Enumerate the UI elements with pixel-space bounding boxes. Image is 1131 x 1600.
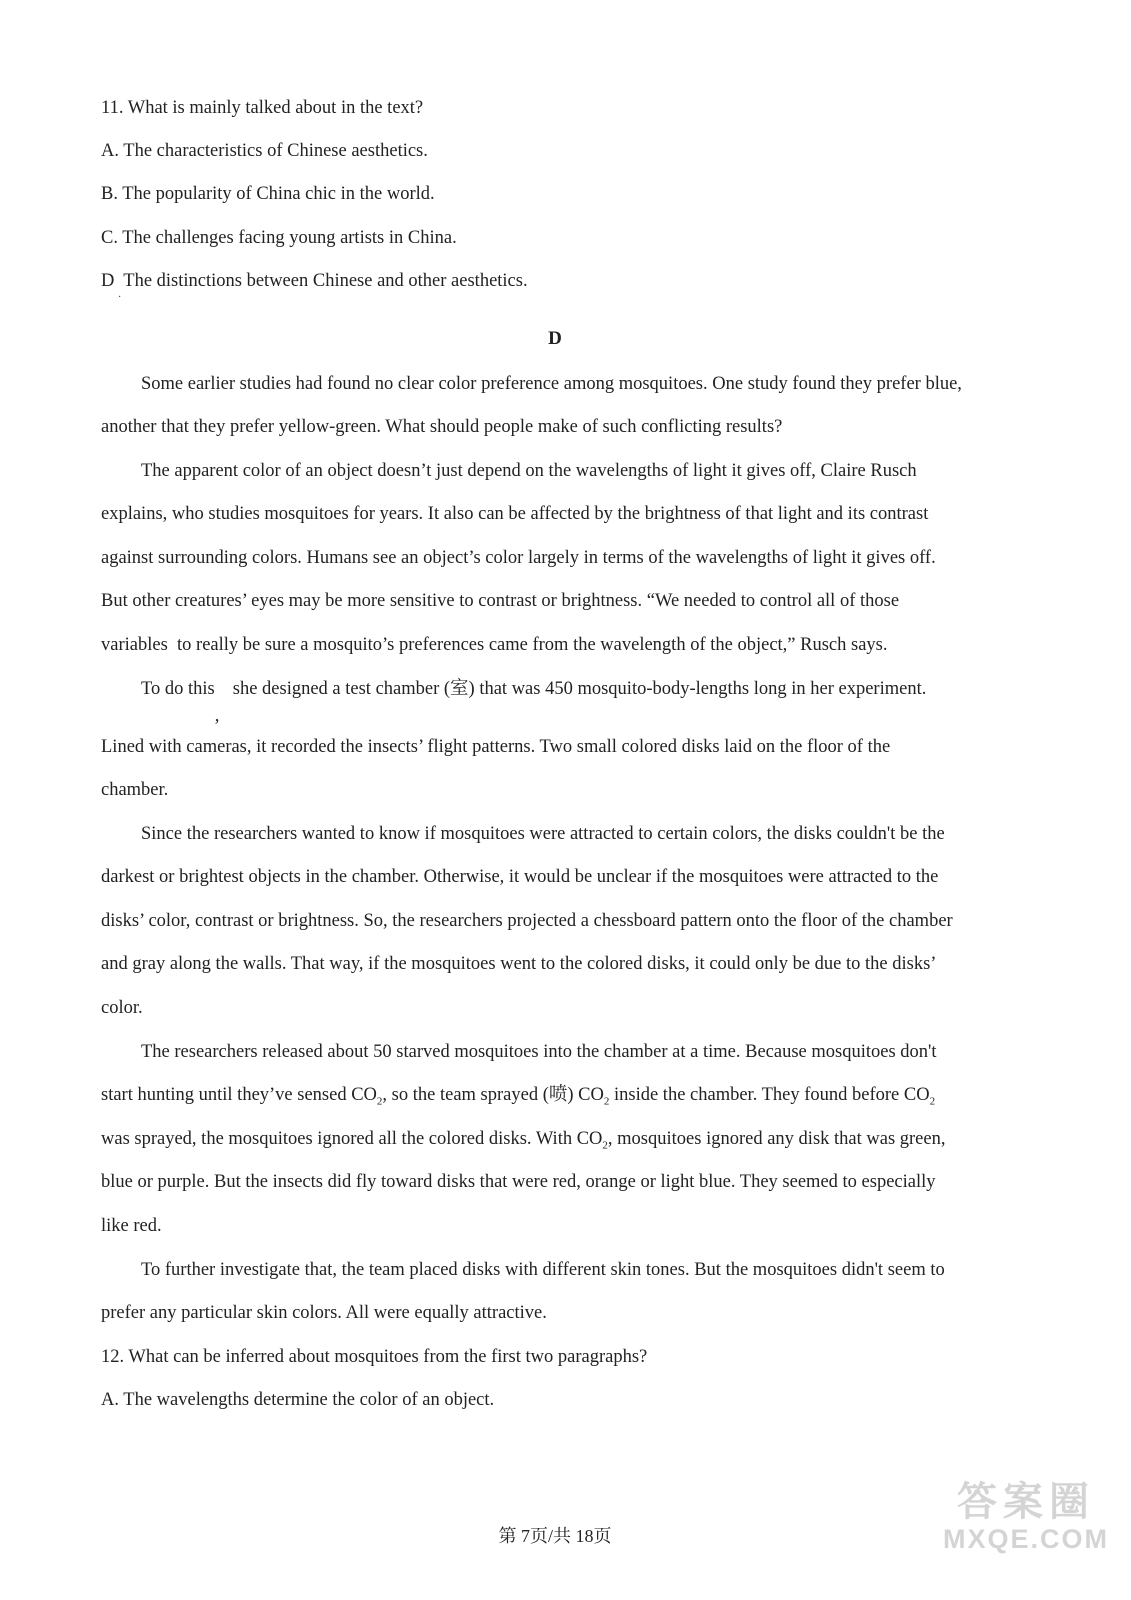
passage-fragment: To do this — [141, 679, 215, 699]
section-heading: D — [548, 328, 562, 349]
passage-fragment: , mosquitoes ignored any disk that was green, — [607, 1129, 946, 1149]
passage-line: darkest or brightest objects in the chamber. Otherwise, it would be unclear if the mosquitoes were attracted to the — [101, 867, 939, 887]
passage-line: and gray along the walls. That way, if the mosquitoes went to the colored disks, it could only be due to the disks’ — [101, 954, 937, 974]
passage-line: explains, who studies mosquitoes for years. It also can be affected by the brightness of that light and its contrast — [101, 504, 929, 524]
passage-line: Some earlier studies had found no clear color preference among mosquitoes. One study found they prefer blue, — [141, 374, 962, 394]
passage-line: chamber. — [101, 780, 169, 800]
passage-fragment: was sprayed, the mosquitoes ignored all the colored disks. With CO — [101, 1129, 603, 1149]
watermark-top: 答案圈 — [956, 1480, 1095, 1524]
passage-fragment: , so the team sprayed (喷) CO — [382, 1085, 604, 1105]
passage-line: prefer any particular skin colors. All were equally attractive. — [101, 1303, 547, 1323]
passage-line: To further investigate that, the team placed disks with different skin tones. But the mosquitoes didn't seem to — [141, 1260, 945, 1280]
subscript: 2 — [929, 1095, 936, 1108]
subscript: 2 — [603, 1095, 610, 1108]
passage-line: blue or purple. But the insects did fly toward disks that were red, orange or light blue. They seemed to especially — [101, 1172, 936, 1192]
q12-question: 12. What can be inferred about mosquitoes from the first two paragraphs? — [101, 1347, 648, 1367]
subscript: 2 — [602, 1139, 608, 1152]
passage-line: But other creatures’ eyes may be more sensitive to contrast or brightness. “We needed to control all of those — [101, 591, 900, 611]
q12-option-a: A. The wavelengths determine the color of an object. — [101, 1390, 495, 1410]
passage-line: The researchers released about 50 starved mosquitoes into the chamber at a time. Because mosquitoes don't — [141, 1042, 937, 1062]
q11-option-c: C. The challenges facing young artists in China. — [101, 228, 457, 248]
passage-line: The apparent color of an object doesn’t just depend on the wavelengths of light it gives off, Claire Rusch — [141, 461, 917, 481]
subscript: 2 — [376, 1095, 383, 1108]
page-footer: 第 7页/共 18页 — [498, 1526, 612, 1546]
q11-question: 11. What is mainly talked about in the text? — [101, 98, 424, 118]
passage-line: like red. — [101, 1216, 162, 1236]
passage-line — [101, 1083, 935, 1114]
passage-line: Lined with cameras, it recorded the insects’ flight patterns. Two small colored disks laid on the floor of the — [101, 737, 891, 757]
passage-fragment: start hunting until they’ve sensed CO — [101, 1085, 377, 1105]
passage-line: To do this , she designed a test chamber (室) that was 450 mosquito-body-lengths long in her experiment. — [141, 679, 927, 726]
q11-option-b: B. The popularity of China chic in the world. — [101, 184, 435, 204]
passage-fragment: she designed a test chamber (室) that was 450 mosquito-body-lengths long in her experiment. — [232, 679, 927, 699]
passage-line: against surrounding colors. Humans see an object’s color largely in terms of the wavelengths of light it gives off. — [101, 548, 936, 568]
stray-mark: · — [118, 292, 122, 303]
passage-line — [101, 1127, 945, 1158]
watermark-bottom: MXQE.COM — [942, 1524, 1109, 1554]
watermark-logo — [943, 1480, 1109, 1554]
passage-line: color. — [101, 998, 143, 1018]
passage-fragment: inside the chamber. They found before CO — [609, 1085, 930, 1105]
q11-option-a: A. The characteristics of Chinese aesthetics. — [101, 141, 428, 161]
passage-line: variables to really be sure a mosquito’s preferences came from the wavelength of the object,” Rusch says. — [101, 635, 888, 655]
passage-line: Since the researchers wanted to know if mosquitoes were attracted to certain colors, the disks couldn't be the — [141, 824, 945, 844]
q11-option-d: D The distinctions between Chinese and other aesthetics. — [101, 271, 528, 291]
passage-line: another that they prefer yellow-green. What should people make of such conflicting results? — [101, 417, 783, 437]
passage-line: disks’ color, contrast or brightness. So, the researchers projected a chessboard pattern onto the floor of the chamber — [101, 911, 953, 931]
